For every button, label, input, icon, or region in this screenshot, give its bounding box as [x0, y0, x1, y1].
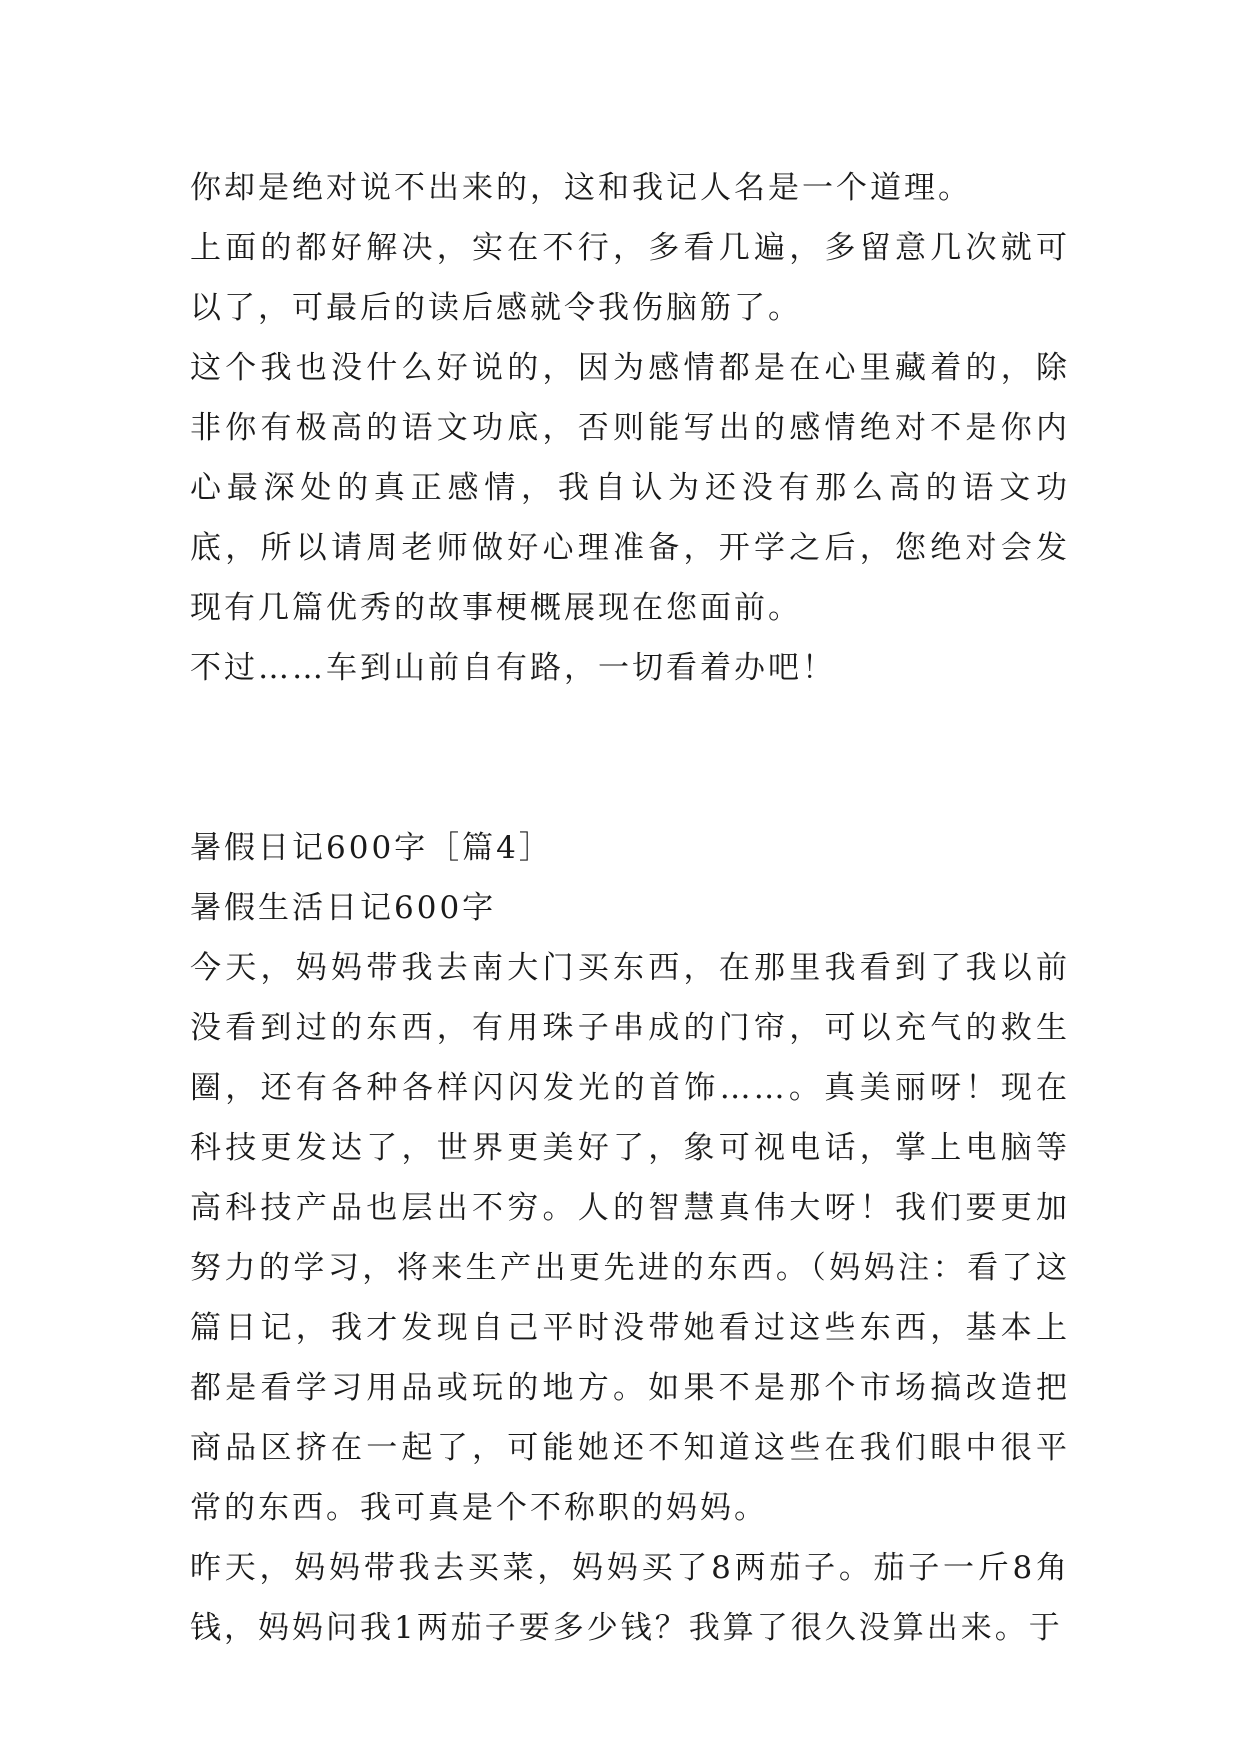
- section-heading: 暑假日记600字［篇4］: [190, 830, 553, 866]
- paragraph-2: 上面的都好解决，实在不行，多看几遍，多留意几次就可以了，可最后的读后感就令我伤脑筋了。: [190, 230, 1070, 326]
- paragraph-1: 你却是绝对说不出来的，这和我记人名是一个道理。: [190, 170, 972, 206]
- paragraph-6: 昨天，妈妈带我去买菜，妈妈买了8两茄子。茄子一斤8角钱，妈妈问我1两茄子要多少钱？我算了很久没算出来。于: [190, 1550, 1070, 1646]
- document-body: [190, 158, 1070, 1658]
- paragraph-5: 今天，妈妈带我去南大门买东西，在那里我看到了我以前没看到过的东西，有用珠子串成的门帘，可以充气的救生圈，还有各种各样闪闪发光的首饰……。真美丽呀！现在科技更发达了，世界更美好了，象可视电话，掌上电脑等高科技产品也层出不穷。人的智慧真伟大呀！我们要更加努力的学习，将来生产出更先进的东西。（妈妈注：看了这篇日记，我才发现自己平时没带她看过这些东西，基本上都是看学习用品或玩的地方。如果不是那个市场搞改造把商品区挤在一起了，可能她还不知道这些在我们眼中很平常的东西。我可真是个不称职的妈妈。: [190, 950, 1070, 1526]
- paragraph-3: 这个我也没什么好说的，因为感情都是在心里藏着的，除非你有极高的语文功底，否则能写出的感情绝对不是你内心最深处的真正感情，我自认为还没有那么高的语文功底，所以请周老师做好心理准备，开学之后，您绝对会发现有几篇优秀的故事梗概展现在您面前。: [190, 350, 1070, 626]
- section-gap: [190, 698, 1070, 818]
- section-subtitle: 暑假生活日记600字: [190, 890, 497, 926]
- paragraph-4: 不过……车到山前自有路，一切看着办吧！: [190, 650, 836, 686]
